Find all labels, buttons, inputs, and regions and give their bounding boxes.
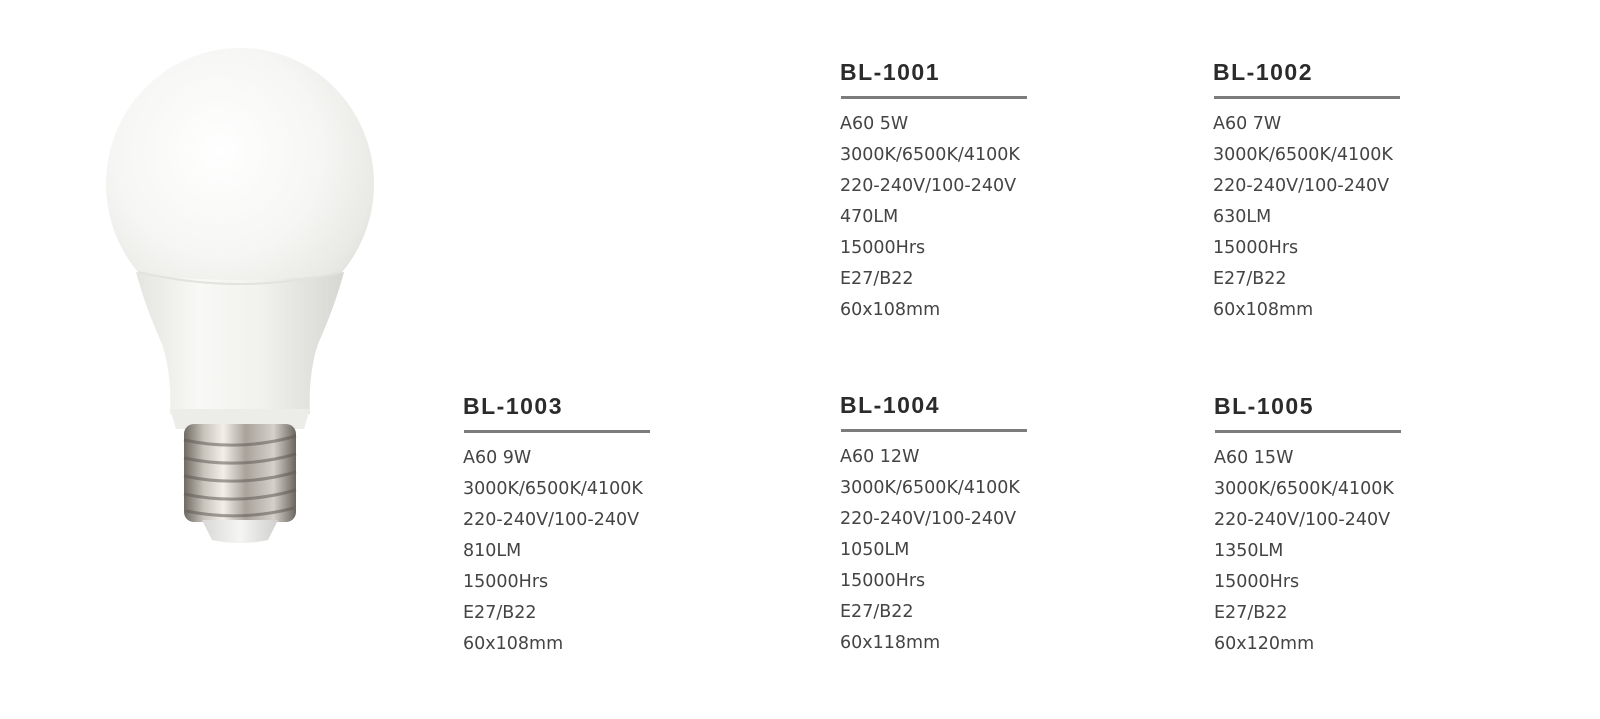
product-spec-bl-1003: [463, 392, 723, 660]
spec-lifetime: 15000Hrs: [463, 572, 549, 592]
spec-lumens: 630LM: [1213, 207, 1272, 227]
spec-voltage: 220-240V/100-240V: [463, 510, 640, 530]
spec-color-temperature: 3000K/6500K/4100K: [1213, 145, 1393, 165]
spec-voltage: 220-240V/100-240V: [1214, 510, 1391, 530]
spec-base: E27/B22: [1213, 269, 1287, 289]
product-spec-bl-1002: [1213, 58, 1473, 326]
spec-list: [1213, 109, 1473, 326]
spec-lumens: 470LM: [840, 207, 899, 227]
spec-wattage: A60 12W: [840, 447, 920, 467]
title-underline: [1214, 96, 1400, 99]
spec-lifetime: 15000Hrs: [840, 571, 926, 591]
spec-wattage: A60 15W: [1214, 448, 1294, 468]
spec-lumens: 1050LM: [840, 540, 910, 560]
spec-base: E27/B22: [1214, 603, 1288, 623]
spec-base: E27/B22: [463, 603, 537, 623]
spec-list: [1214, 443, 1474, 660]
spec-list: [840, 442, 1100, 659]
title-underline: [841, 429, 1027, 432]
product-spec-bl-1004: [840, 391, 1100, 659]
product-model-title: BL-1001: [840, 59, 940, 85]
spec-voltage: 220-240V/100-240V: [840, 176, 1017, 196]
spec-lifetime: 15000Hrs: [840, 238, 926, 258]
spec-color-temperature: 3000K/6500K/4100K: [840, 145, 1020, 165]
product-model-title: BL-1005: [1214, 393, 1314, 419]
product-model-title: BL-1003: [463, 393, 563, 419]
title-underline: [1215, 430, 1401, 433]
spec-wattage: A60 7W: [1213, 114, 1282, 134]
product-model-title: BL-1002: [1213, 59, 1313, 85]
spec-dimensions: 60x108mm: [840, 300, 941, 320]
spec-color-temperature: 3000K/6500K/4100K: [463, 479, 643, 499]
spec-base: E27/B22: [840, 602, 914, 622]
spec-dimensions: 60x120mm: [1214, 634, 1315, 654]
title-underline: [841, 96, 1027, 99]
spec-wattage: A60 9W: [463, 448, 532, 468]
title-underline: [464, 430, 650, 433]
spec-voltage: 220-240V/100-240V: [1213, 176, 1390, 196]
spec-dimensions: 60x108mm: [1213, 300, 1314, 320]
spec-base: E27/B22: [840, 269, 914, 289]
spec-lifetime: 15000Hrs: [1213, 238, 1299, 258]
led-bulb-image: [100, 44, 390, 554]
spec-lifetime: 15000Hrs: [1214, 572, 1300, 592]
spec-dimensions: 60x108mm: [463, 634, 564, 654]
spec-voltage: 220-240V/100-240V: [840, 509, 1017, 529]
spec-list: [463, 443, 723, 660]
spec-lumens: 810LM: [463, 541, 522, 561]
product-spec-bl-1005: [1214, 392, 1474, 660]
spec-lumens: 1350LM: [1214, 541, 1284, 561]
spec-wattage: A60 5W: [840, 114, 909, 134]
spec-list: [840, 109, 1100, 326]
spec-dimensions: 60x118mm: [840, 633, 941, 653]
product-model-title: BL-1004: [840, 392, 940, 418]
product-spec-bl-1001: [840, 58, 1100, 326]
spec-color-temperature: 3000K/6500K/4100K: [1214, 479, 1394, 499]
spec-color-temperature: 3000K/6500K/4100K: [840, 478, 1020, 498]
